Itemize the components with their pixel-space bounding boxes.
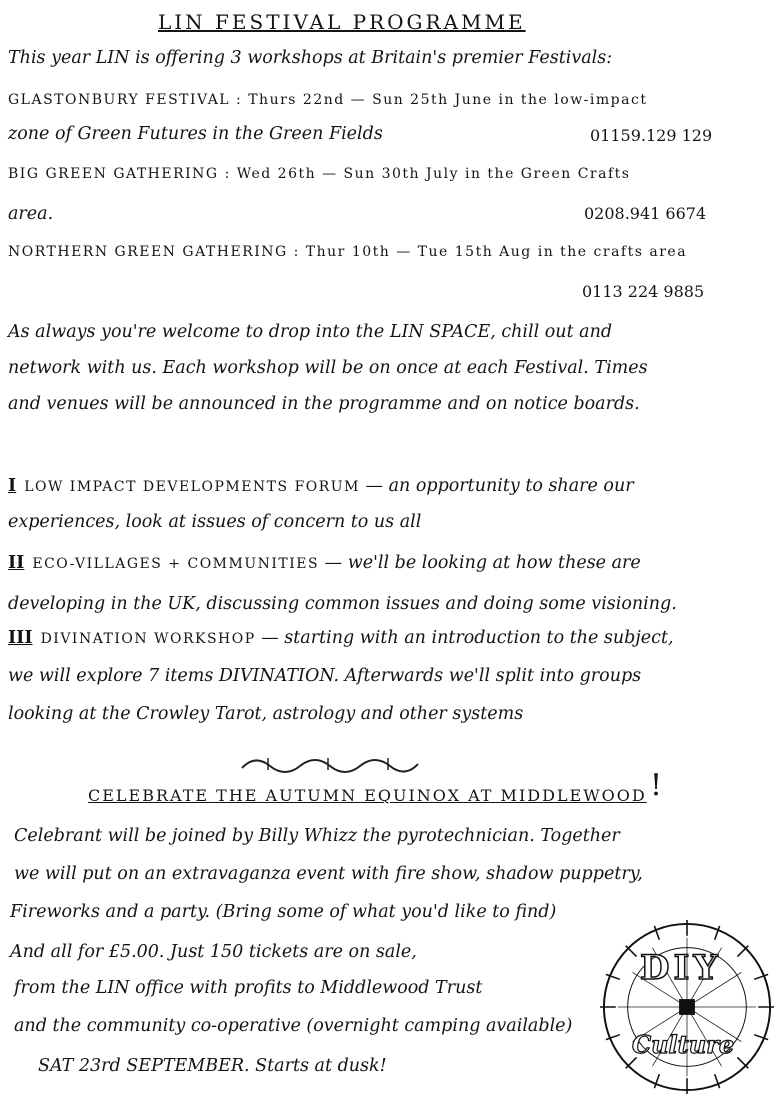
workshop-1-desc-1: — an opportunity to share our [359, 476, 634, 496]
festival-glastonbury-line1: GLASTONBURY FESTIVAL : Thurs 22nd — Sun 25th June in the low-impact [8, 92, 648, 108]
equinox-heading [88, 786, 647, 805]
workshop-2-line-1 [8, 553, 641, 573]
workshop-2-title: ECO-VILLAGES + COMMUNITIES [32, 556, 320, 572]
festival-glastonbury-phone: 01159.129 129 [590, 126, 713, 145]
equinox-line-3: Fireworks and a party. (Bring some of what you'd like to find) [10, 902, 557, 922]
intro-text: This year LIN is offering 3 workshops at Britain's premier Festivals: [8, 48, 613, 68]
emblem-bottom-text: Culture [632, 1030, 735, 1059]
welcome-line-3: and venues will be announced in the programme and on notice boards. [8, 394, 640, 414]
workshop-1-numeral: I [8, 476, 17, 496]
workshop-2-numeral: II [8, 553, 25, 573]
equinox-line-5: from the LIN office with profits to Middlewood Trust [14, 978, 483, 998]
workshop-3-title: DIVINATION WORKSHOP [40, 631, 256, 647]
festival-big-green-line2: area. [8, 204, 54, 224]
equinox-heading-text: CELEBRATE THE AUTUMN EQUINOX AT MIDDLEWOOD [88, 786, 647, 805]
festival-big-green-phone: 0208.941 6674 [584, 204, 707, 223]
workshop-3-desc-1: — starting with an introduction to the subject, [255, 628, 674, 648]
workshop-3-desc-3: looking at the Crowley Tarot, astrology and other systems [8, 704, 524, 724]
emblem-top-text: DIY [640, 948, 722, 988]
event-date: SAT 23rd SEPTEMBER. Starts at dusk! [38, 1056, 387, 1076]
festival-glastonbury-line2: zone of Green Futures in the Green Fields [8, 124, 383, 144]
equinox-line-4: And all for £5.00. Just 150 tickets are on sale, [10, 942, 417, 962]
wave-divider-icon [240, 752, 420, 774]
welcome-line-2: network with us. Each workshop will be on once at each Festival. Times [8, 358, 648, 378]
workshop-1-desc-2: experiences, look at issues of concern to us all [8, 512, 422, 532]
equinox-exclamation: ! [650, 768, 663, 803]
workshop-3-line-1 [8, 628, 674, 648]
diy-culture-emblem-icon [598, 918, 776, 1096]
workshop-1-line-1 [8, 476, 634, 496]
workshop-2-desc-1: — we'll be looking at how these are [319, 553, 641, 573]
welcome-line-1: As always you're welcome to drop into the LIN SPACE, chill out and [8, 322, 613, 342]
equinox-line-1: Celebrant will be joined by Billy Whizz the pyrotechnician. Together [14, 826, 620, 846]
workshop-3-desc-2: we will explore 7 items DIVINATION. Afterwards we'll split into groups [8, 666, 642, 686]
equinox-line-2: we will put on an extravaganza event with fire show, shadow puppetry, [14, 864, 643, 884]
workshop-2-desc-2: developing in the UK, discussing common issues and doing some visioning. [8, 594, 677, 614]
page-title: LIN FESTIVAL PROGRAMME [158, 10, 526, 34]
festival-northern-line1: NORTHERN GREEN GATHERING : Thur 10th — Tue 15th Aug in the crafts area [8, 244, 688, 260]
workshop-1-title: LOW IMPACT DEVELOPMENTS FORUM [24, 479, 360, 495]
festival-big-green-line1: BIG GREEN GATHERING : Wed 26th — Sun 30th July in the Green Crafts [8, 166, 631, 182]
festival-northern-phone: 0113 224 9885 [582, 282, 705, 301]
workshop-3-numeral: III [8, 628, 33, 648]
equinox-line-6: and the community co-operative (overnight camping available) [14, 1016, 573, 1036]
